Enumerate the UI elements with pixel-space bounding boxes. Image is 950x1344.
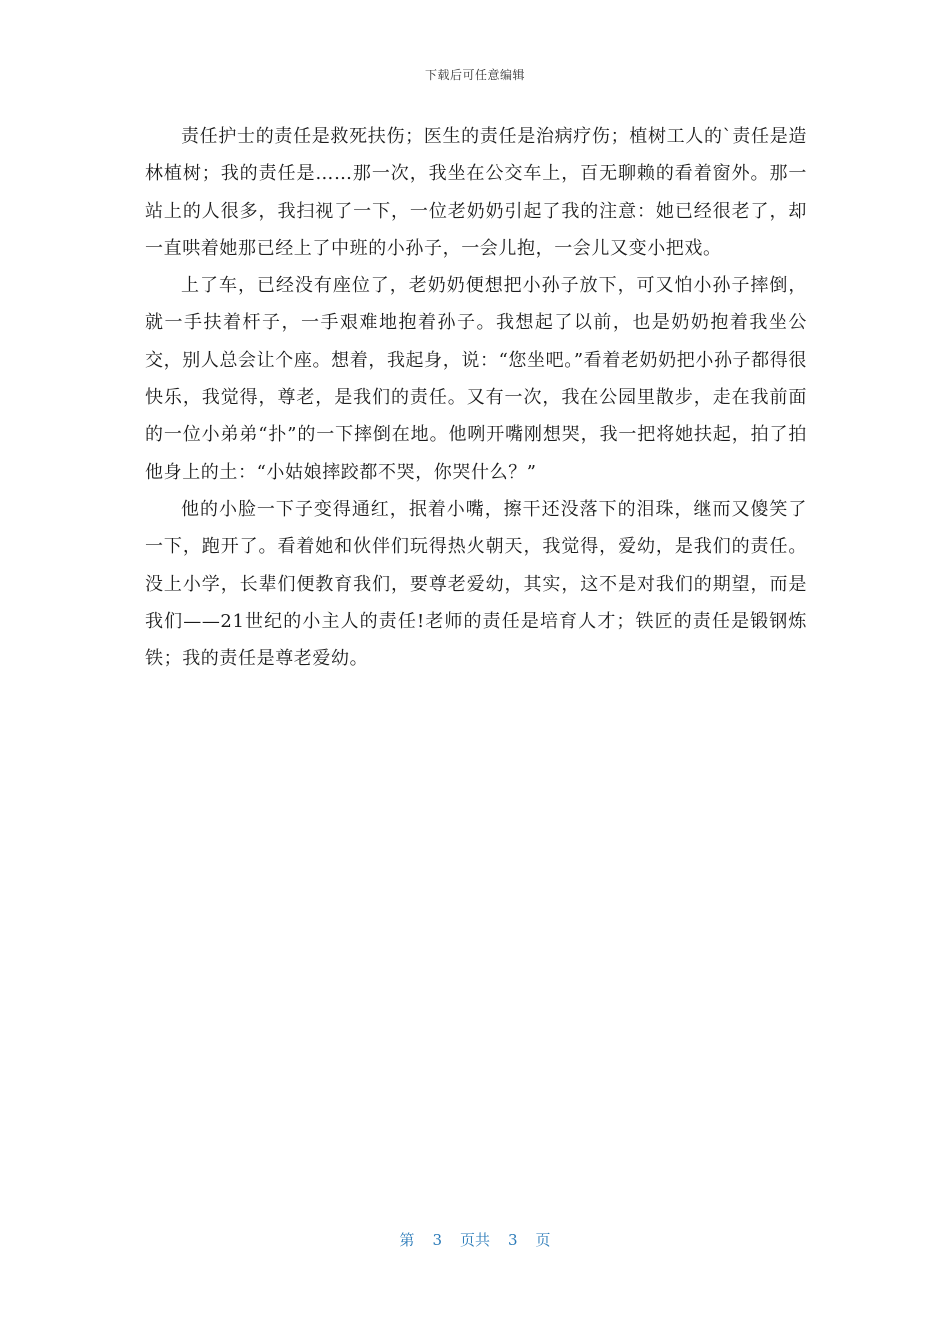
document-body (145, 118, 807, 677)
page-label-suffix: 页 (535, 1231, 551, 1249)
current-page-number: 3 (432, 1231, 442, 1249)
page-footer (0, 1229, 950, 1250)
paragraph-3: 他的小脸一下子变得通红，抿着小嘴，擦干还没落下的泪珠，继而又傻笑了一下，跑开了。看着她和伙伴们玩得热火朝天，我觉得，爱幼，是我们的责任。没上小学，长辈们便教育我们，要尊老爱幼，其实，这不是对我们的期望，而是我们——21世纪的小主人的责任!老师的责任是培育人才；铁匠的责任是锻钢炼铁；我的责任是尊老爱幼。 (145, 498, 807, 670)
paragraph-2: 上了车，已经没有座位了，老奶奶便想把小孙子放下，可又怕小孙子摔倒，就一手扶着杆子，一手艰难地抱着孙子。我想起了以前，也是奶奶抱着我坐公交，别人总会让个座。想着，我起身，说：“您坐吧。”看着老奶奶把小孙子都得很快乐，我觉得，尊老，是我们的责任。又有一次，我在公园里散步，走在我前面的一位小弟弟“扑”的一下摔倒在地。他咧开嘴刚想哭，我一把将她扶起，拍了拍他身上的土：“小姑娘摔跤都不哭，你哭什么？” (145, 275, 807, 483)
page-label-mid: 页共 (459, 1231, 490, 1249)
total-pages-number: 3 (508, 1231, 518, 1249)
page-label-prefix: 第 (399, 1231, 415, 1249)
page-header: 下载后可任意编辑 (424, 68, 525, 82)
paragraph-1: 责任护士的责任是救死扶伤；医生的责任是治病疗伤；植树工人的`责任是造林植树；我的责任是……那一次，我坐在公交车上，百无聊赖的看着窗外。那一站上的人很多，我扫视了一下，一位老奶奶引起了我的注意：她已经很老了，却一直哄着她那已经上了中班的小孙子，一会儿抱，一会儿又变小把戏。 (145, 126, 807, 259)
